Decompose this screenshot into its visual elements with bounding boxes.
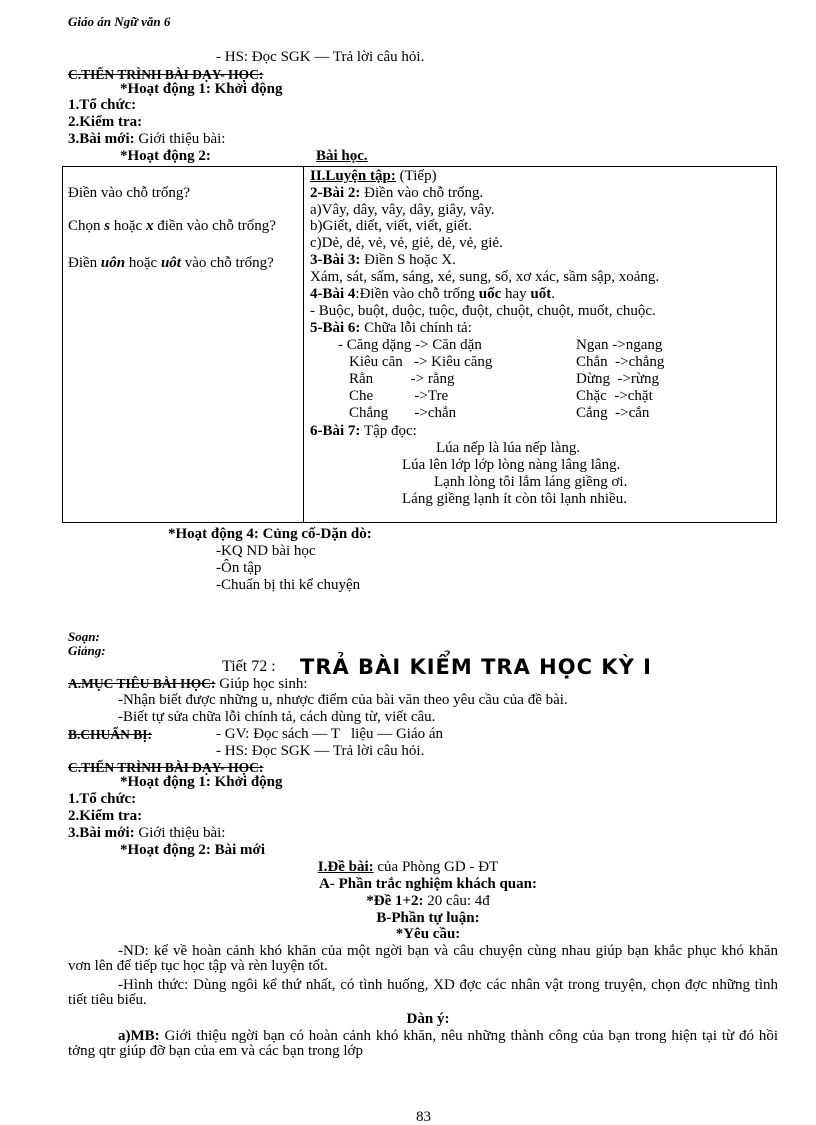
bai2-label: 2-Bài 2: (310, 185, 361, 201)
fix-left-3: Rằn -> rằng (349, 371, 455, 387)
fix-right-4: Chặc ->chặt (576, 388, 653, 404)
left-question-2 (68, 219, 293, 234)
hd4-item-1: -KQ ND bài học (216, 543, 316, 559)
hs-line: - HS: Đọc SGK — Trả lời câu hỏi. (216, 49, 425, 65)
b-hs-line: - HS: Đọc SGK — Trả lời câu hỏi. (216, 743, 425, 759)
bai3-text: Điền S hoặc X. (360, 252, 456, 268)
left-question-1: Điền vào chỗ trống? (68, 185, 191, 201)
bai3-label: 3-Bài 3: (310, 252, 361, 268)
fix-right-1: Ngan ->ngang (576, 337, 663, 353)
luyen-tap-text: (Tiếp) (395, 168, 437, 184)
table-divider (303, 166, 304, 523)
nd-paragraph: -ND: kể về hoàn cảnh khó khăn của một ngời bạn và câu chuyện cùng nhau giúp bạn khắc phục khó khăn vơn lên để tiếp tục học tập và rèn luyện tốt. (68, 943, 778, 974)
dan-y-heading: Dàn ý: (406, 1011, 450, 1027)
giang-label: Giảng: (68, 643, 106, 658)
bai2-heading (310, 186, 483, 201)
poem-line-1: Lúa nếp là lúa nếp làng. (436, 440, 581, 456)
q2-text-c: điền vào chỗ trống? (153, 218, 276, 234)
bai4-text-b: hay (501, 286, 531, 302)
q2-x: x (145, 218, 154, 234)
left-question-3 (68, 256, 293, 271)
fix-right-3: Dừng ->rừng (576, 371, 660, 387)
q3-text-c: vào chỗ trống? (180, 255, 274, 271)
mb-paragraph (68, 1029, 778, 1059)
de-bai-label: I.Đề bài: (317, 859, 374, 875)
fix-right-2: Chẳn ->chẳng (576, 354, 665, 370)
mb-text: Giới thiệu ngời bạn có hoàn cảnh khó khăn, nêu những thành công của bạn trong hiện tại từ đó hồi tởng qtr giúp đỡ bạn của em và các bạn trong lớp (68, 1028, 778, 1059)
luyen-tap-label: II.Luyện tập: (310, 168, 396, 184)
bai-moi-2-label: 3.Bài mới: (68, 825, 135, 841)
soan-label: Soạn: (68, 629, 100, 644)
de12-line (0, 894, 816, 909)
bai4-text-a: :Điền vào chỗ trống (355, 286, 479, 302)
hd4-item-3: -Chuẩn bị thi kể chuyện (216, 577, 361, 593)
mb-label: a)MB: (118, 1028, 160, 1044)
bai6-heading (310, 321, 472, 336)
bai-hoc-heading: Bài học. (316, 148, 368, 164)
kiem-tra-label: 2.Kiểm tra: (68, 114, 143, 130)
bai2-text: Điền vào chỗ trống. (360, 185, 484, 201)
bai6-label: 5-Bài 6: (310, 320, 361, 336)
bai6-text: Chữa lỗi chính tả: (360, 320, 472, 336)
activity-1-heading: *Hoạt động 1: Khởi động (120, 81, 283, 97)
bai2-a: a)Vây, dây, vây, dây, giây, vây. (310, 202, 495, 218)
bai7-label: 6-Bài 7: (310, 423, 361, 439)
q2-s: s (104, 218, 111, 234)
bai2-b: b)Giết, diết, viết, viết, giết. (310, 218, 473, 234)
bai4-uot: uốt (530, 286, 552, 302)
hinh-thuc-paragraph: -Hình thức: Dùng ngôi kể thứ nhất, có tình huống, XD đợc các nhân vật trong truyện, chọn đợc những tình tiết tiêu biểu. (68, 977, 778, 1008)
bai-moi-2-line (68, 826, 225, 841)
q2-text-a: Chọn (68, 218, 105, 234)
section-c-heading: C.TIẾN TRÌNH BÀI DẠY- HỌC: (68, 67, 264, 82)
a-item-2: -Biết tự sửa chữa lỗi chính tả, cách dùng từ, viết câu. (118, 709, 436, 725)
section-b-heading: B.CHUẨN BỊ: (68, 727, 153, 742)
hd4-item-2: -Ôn tập (216, 560, 262, 576)
lesson-title: TRẢ BÀI KIỂM TRA HỌC KỲ I (300, 655, 652, 679)
bai4-label: 4-Bài 4 (310, 286, 356, 302)
poem-line-3: Lạnh lòng tôi lắm láng giềng ơi. (434, 474, 628, 490)
document-header: Giáo án Ngữ văn 6 (68, 14, 171, 29)
a-item-1: -Nhận biết được những u, nhược điểm của bài văn theo yêu cầu của đề bài. (118, 692, 568, 708)
bai4-text-c: . (551, 286, 555, 302)
bai-moi-2-text: Giới thiệu bài: (134, 825, 226, 841)
bai7-text: Tập đọc: (360, 423, 417, 439)
yeu-cau-heading: *Yêu cầu: (395, 926, 461, 942)
activity-4-heading: *Hoạt động 4: Củng cố-Dặn dò: (168, 526, 372, 542)
activity-2b-heading: *Hoạt động 2: Bài mới (120, 842, 265, 858)
phan-b-heading: B-Phần tự luận: (376, 910, 480, 926)
section-c2-heading: C.TIẾN TRÌNH BÀI DẠY- HỌC: (68, 760, 264, 775)
to-chuc-2-label: 1.Tổ chức: (68, 791, 137, 807)
fix-right-5: Cắng ->cắn (576, 405, 650, 421)
luyen-tap-heading (310, 169, 437, 184)
kiem-tra-2-label: 2.Kiểm tra: (68, 808, 143, 824)
bai7-heading (310, 424, 417, 439)
q3-text-a: Điền (68, 255, 101, 271)
q3-uot: uôt (160, 255, 181, 271)
section-a-line (68, 676, 308, 692)
poem-line-2: Lúa lên lớp lớp lòng nàng lâng lâng. (402, 457, 621, 473)
de12-label: *Đề 1+2: (366, 893, 424, 909)
activity-2-heading: *Hoạt động 2: (120, 148, 211, 164)
bai4-line: - Buộc, buột, duộc, tuộc, đuột, chuột, chuột, muốt, chuộc. (310, 303, 656, 319)
tiet-label: Tiết 72 : (222, 658, 276, 675)
q3-text-b: hoặc (125, 255, 161, 271)
to-chuc-label: 1.Tổ chức: (68, 97, 137, 113)
q3-uon: uôn (100, 255, 126, 271)
bai3-heading (310, 253, 456, 268)
phan-a-heading: A- Phần trắc nghiệm khách quan: (319, 876, 537, 892)
bai4-uoc: uốc (478, 286, 502, 302)
page-number: 83 (416, 1109, 431, 1125)
bai-moi-label: 3.Bài mới: (68, 131, 135, 147)
fix-left-5: Chắng ->chắn (349, 405, 457, 421)
q2-text-b: hoặc (110, 218, 146, 234)
bai-moi-line (68, 132, 225, 147)
activity-1b-heading: *Hoạt động 1: Khởi động (120, 774, 283, 790)
fix-left-4: Che ->Tre (349, 388, 449, 404)
de-bai-line (0, 860, 816, 875)
de-bai-text: của Phòng GD - ĐT (373, 859, 499, 875)
bai4-heading (310, 287, 555, 302)
poem-line-4: Láng giềng lạnh ít còn tôi lạnh nhiều. (402, 491, 627, 507)
bai2-c: c)Dẻ, dẻ, vẻ, vẻ, giẻ, dẻ, vẻ, giẻ. (310, 235, 503, 251)
bai-moi-text: Giới thiệu bài: (134, 131, 226, 147)
section-a-text: Giúp học sinh: (215, 676, 308, 692)
fix-left-2: Kiêu căn -> Kiêu căng (349, 354, 493, 370)
de12-text: 20 câu: 4đ (423, 893, 490, 909)
section-a-heading: A.MỤC TIÊU BÀI HỌC: (68, 676, 216, 691)
bai3-line: Xám, sát, sấm, sáng, xé, sung, sổ, xơ xác, sầm sập, xoảng. (310, 269, 660, 285)
b-gv-line: - GV: Đọc sách — T liệu — Giáo án (216, 726, 444, 742)
fix-left-1: - Căng dặng -> Căn dặn (338, 337, 482, 353)
